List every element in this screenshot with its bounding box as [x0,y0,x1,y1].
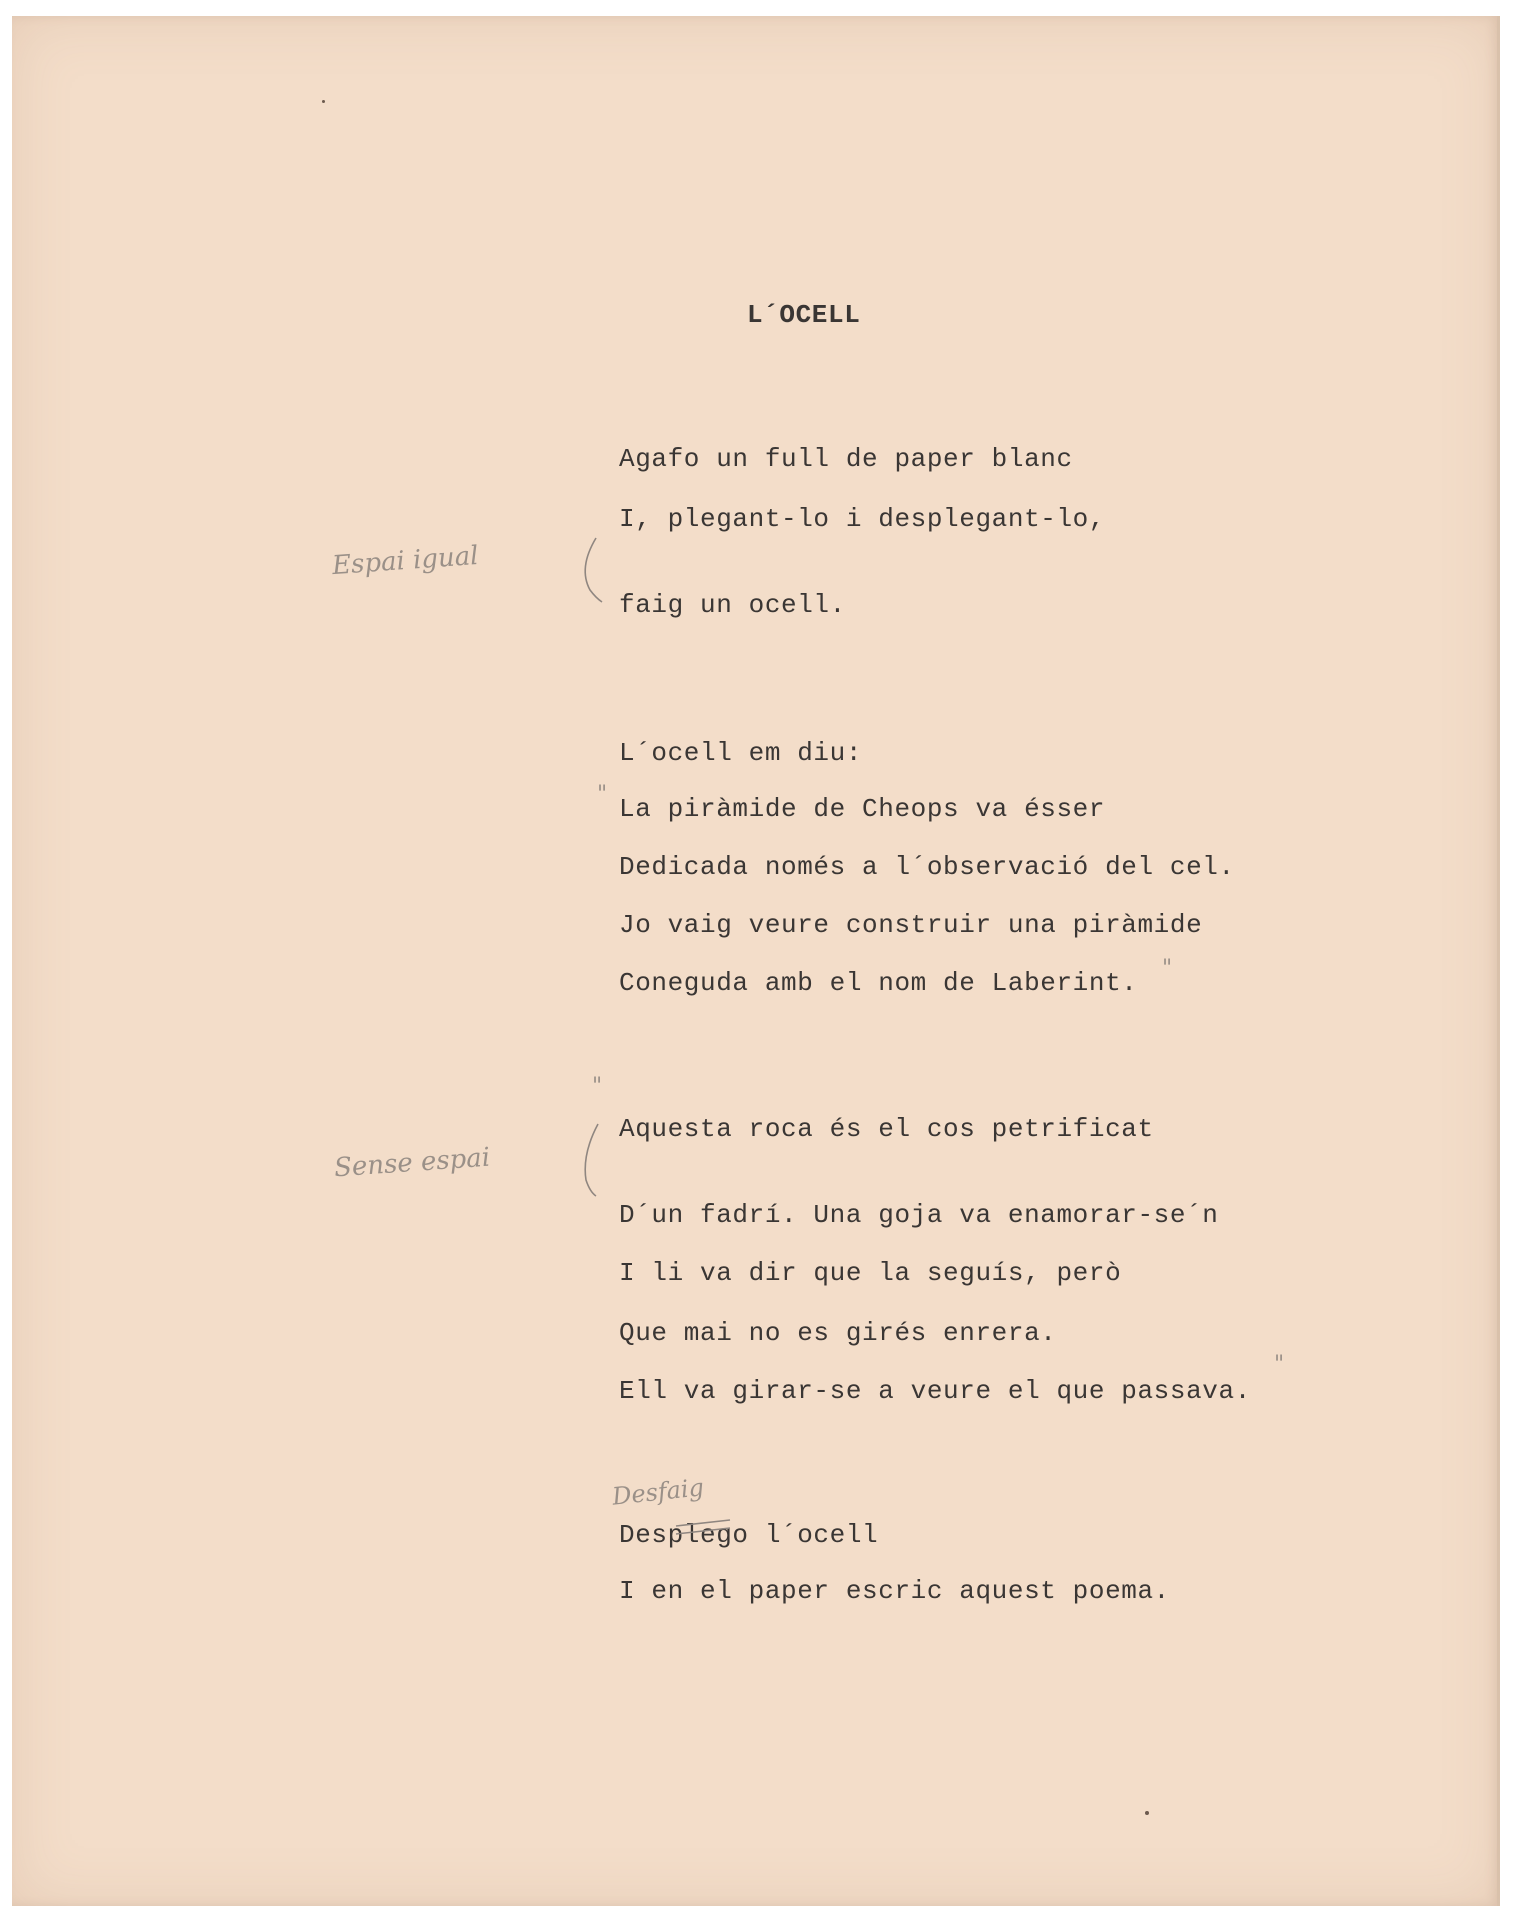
poem-line: Agafo un full de paper blanc [619,444,1073,474]
poem-line: Jo vaig veure construir una piràmide [619,910,1203,940]
poem-title: L´OCELL [747,300,861,330]
handwritten-quote-mark: " [1162,956,1173,981]
poem-line: La piràmide de Cheops va ésser [619,794,1106,824]
margin-note: Sense espai [333,1142,491,1184]
paper-speck [322,100,325,103]
poem-line: I en el paper escric aquest poema. [619,1576,1170,1606]
poem-line: Ell va girar-se a veure el que passava. [619,1376,1251,1406]
poem-line: Coneguda amb el nom de Laberint. [619,968,1138,998]
poem-line: Que mai no es girés enrera. [619,1318,1057,1348]
poem-line: Aquesta roca és el cos petrificat [619,1114,1154,1144]
strike-through-mark [676,1528,730,1534]
bracket-mark [585,1124,598,1196]
paper-speck [1145,1811,1149,1815]
strike-through-mark [676,1520,730,1526]
handwritten-quote-mark: " [597,782,608,807]
poem-line: I, plegant-lo i desplegant-lo, [619,504,1106,534]
poem-line: L´ocell em diu: [619,738,863,768]
poem-line: Desplego l´ocell [619,1520,879,1550]
manuscript-page [12,16,1500,1906]
handwritten-quote-mark: " [1274,1352,1285,1377]
poem-line: D´un fadrí. Una goja va enamorar-se´n [619,1200,1219,1230]
handwritten-quote-mark: " [592,1074,603,1099]
poem-line: faig un ocell. [619,590,846,620]
poem-line: I li va dir que la seguís, però [619,1258,1122,1288]
handwritten-marks [12,16,1500,1906]
margin-note: Espai igual [331,540,480,582]
handwritten-correction: Desfaig [610,1473,706,1511]
bracket-mark [585,538,602,602]
poem-line: Dedicada només a l´observació del cel. [619,852,1235,882]
